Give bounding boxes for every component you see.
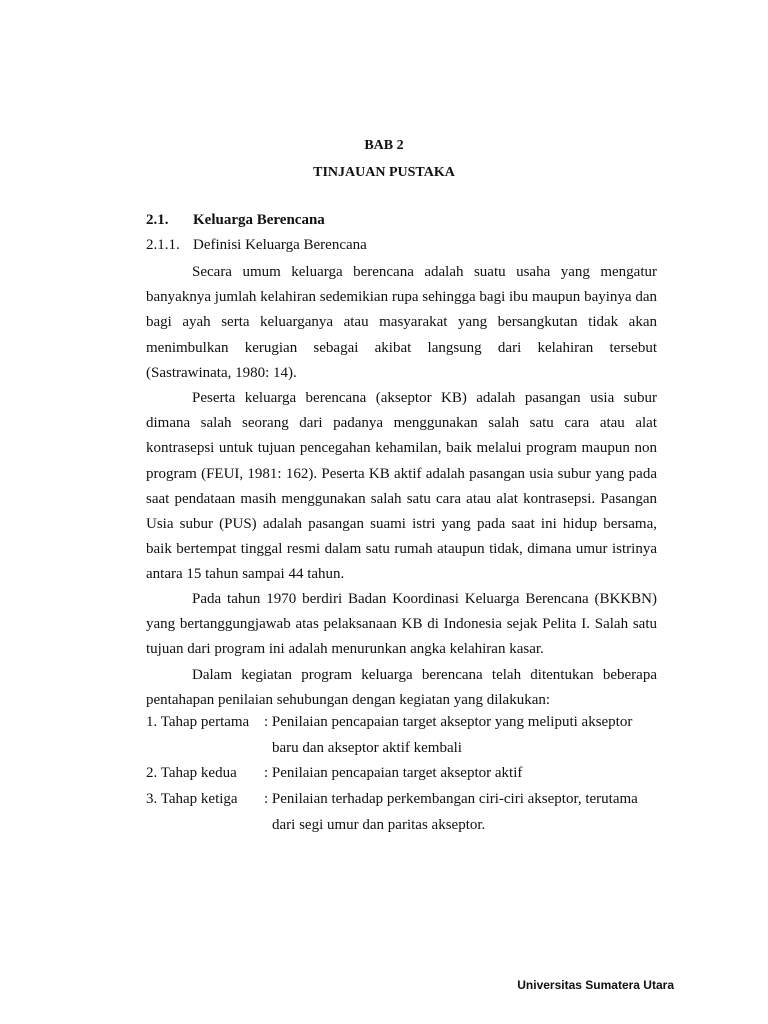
stage-label: 2. Tahap kedua [146, 765, 237, 781]
paragraph-akseptor: Peserta keluarga berencana (akseptor KB) adalah pasangan usia subur dimana salah seorang dari padanya menggunakan salah satu cara atau alat kontrasepsi untuk tujuan pencegahan kehamilan, baik melalui program maupun non program (FEUI, 1981: 162). Peserta KB aktif adalah pasangan usia subur yang pada saat pendataan masih menggunakan salah satu cara atau alat kontrasepsi. Pasangan Usia subur (PUS) adalah pasangan suami istri yang pada saat ini hidup bersama, baik bertempat tinggal resmi dalam satu rumah ataupun tidak, dimana umur istrinya antara 15 tahun sampai 44 tahun. [146, 390, 657, 583]
footer-institution: Universitas Sumatera Utara [517, 978, 674, 992]
paragraph-definition: Secara umum keluarga berencana adalah suatu usaha yang mengatur banyaknya jumlah kelahiran sedemikian rupa sehingga bagi ibu maupun bayinya dan bagi ayah serta keluarganya atau masyarakat yang bersangkutan tidak akan menimbulkan kerugian sebagai akibat langsung dari kelahiran tersebut (Sastrawinata, 1980: 14). [146, 264, 657, 381]
stage-description: : Penilaian pencapaian target akseptor yang meliputi akseptor [264, 714, 633, 730]
stage-description: : Penilaian terhadap perkembangan ciri-ciri akseptor, terutama [264, 791, 638, 807]
subsection-heading [146, 237, 367, 254]
stage-label: 3. Tahap ketiga [146, 791, 238, 807]
stage-description-cont: baru dan akseptor aktif kembali [272, 740, 462, 756]
paragraph-pentahapan: Dalam kegiatan program keluarga berencana telah ditentukan beberapa pentahapan penilaian sehubungan dengan kegiatan yang dilakukan: [146, 667, 657, 709]
stage-description-cont: dari segi umur dan paritas akseptor. [272, 817, 486, 833]
section-title: Keluarga Berencana [193, 212, 325, 228]
subsection-title: Definisi Keluarga Berencana [193, 237, 367, 253]
chapter-title: TINJAUAN PUSTAKA [313, 165, 455, 180]
chapter-number: BAB 2 [364, 138, 404, 153]
stage-label: 1. Tahap pertama [146, 714, 250, 730]
stage-description: : Penilaian pencapaian target akseptor aktif [264, 765, 523, 781]
paragraph-bkkbn: Pada tahun 1970 berdiri Badan Koordinasi Keluarga Berencana (BKKBN) yang bertanggungjawab atas pelaksanaan KB di Indonesia sejak Pelita I. Salah satu tujuan dari program ini adalah menurunkan angka kelahiran kasar. [146, 591, 657, 658]
section-number: 2.1. [146, 212, 169, 228]
section-heading [146, 212, 325, 229]
subsection-number: 2.1.1. [146, 237, 180, 253]
